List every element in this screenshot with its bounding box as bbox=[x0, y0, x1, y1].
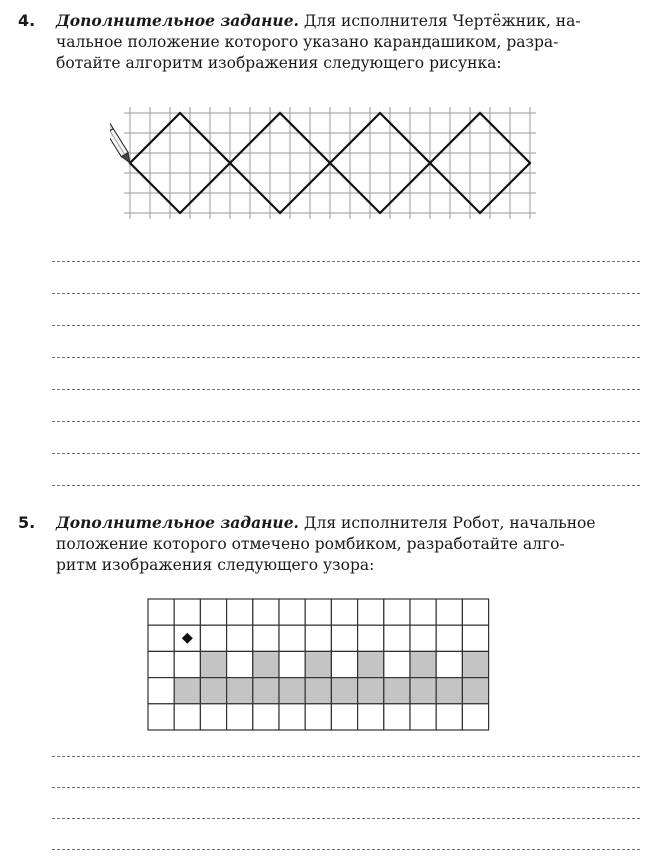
grid-cell bbox=[331, 704, 357, 730]
shaded-cell bbox=[436, 678, 462, 704]
grid-cell bbox=[148, 678, 174, 704]
grid-cell bbox=[253, 599, 279, 625]
grid-cell bbox=[305, 599, 331, 625]
grid-cell bbox=[253, 625, 279, 651]
grid-cell bbox=[436, 625, 462, 651]
grid-cell bbox=[174, 651, 200, 677]
grid-cell bbox=[462, 599, 488, 625]
shaded-cell bbox=[227, 678, 253, 704]
task-5-line-3: ритм изображения следующего узора: bbox=[56, 556, 375, 574]
grid-cell bbox=[174, 599, 200, 625]
task-5-line-1: Для исполнителя Робот, начальное bbox=[303, 514, 596, 532]
shaded-cell bbox=[358, 651, 384, 677]
grid-cell bbox=[227, 651, 253, 677]
robot-figure bbox=[146, 597, 492, 733]
grid-cell bbox=[436, 651, 462, 677]
task-5-text bbox=[18, 512, 638, 576]
shaded-cell bbox=[253, 678, 279, 704]
grid-cell bbox=[200, 704, 226, 730]
shaded-cell bbox=[462, 651, 488, 677]
task-4-line-2: чальное положение которого указано карандашиком, разра- bbox=[56, 33, 559, 51]
shaded-cell bbox=[174, 678, 200, 704]
shaded-cell bbox=[279, 678, 305, 704]
grid-cell bbox=[253, 704, 279, 730]
shaded-cell bbox=[410, 651, 436, 677]
drawer-figure bbox=[110, 102, 560, 224]
task-4-text bbox=[18, 10, 638, 74]
grid-cell bbox=[384, 625, 410, 651]
task-5-line-2: положение которого отмечено ромбиком, разработайте алго- bbox=[56, 535, 565, 553]
answer-line[interactable] bbox=[52, 293, 640, 294]
diamond-shape bbox=[430, 113, 530, 213]
shaded-cell bbox=[410, 678, 436, 704]
answer-line[interactable] bbox=[52, 421, 640, 422]
shaded-cell bbox=[200, 651, 226, 677]
answer-line[interactable] bbox=[52, 849, 640, 850]
grid-cell bbox=[331, 599, 357, 625]
shaded-cell bbox=[358, 678, 384, 704]
grid-cell bbox=[384, 651, 410, 677]
grid-cell bbox=[227, 599, 253, 625]
task-4-line-3: ботайте алгоритм изображения следующего рисунка: bbox=[56, 54, 502, 72]
shaded-cell bbox=[331, 678, 357, 704]
grid-cell bbox=[384, 599, 410, 625]
grid-cell bbox=[200, 625, 226, 651]
answer-line[interactable] bbox=[52, 357, 640, 358]
grid-cell bbox=[384, 704, 410, 730]
shaded-cell bbox=[200, 678, 226, 704]
grid-cell bbox=[305, 625, 331, 651]
shaded-cell bbox=[305, 678, 331, 704]
task-5-lead: Дополнительное задание. bbox=[56, 513, 299, 532]
task-4-lead: Дополнительное задание. bbox=[56, 11, 299, 30]
grid-cell bbox=[410, 599, 436, 625]
diamond-shape bbox=[330, 113, 430, 213]
shaded-cell bbox=[305, 651, 331, 677]
grid-cell bbox=[227, 625, 253, 651]
grid-cell bbox=[174, 704, 200, 730]
grid-cell bbox=[148, 625, 174, 651]
task-4-number: 4. bbox=[18, 11, 36, 30]
grid-cell bbox=[148, 599, 174, 625]
grid-cell bbox=[331, 625, 357, 651]
grid-cell bbox=[331, 651, 357, 677]
answer-line[interactable] bbox=[52, 818, 640, 819]
grid-cell bbox=[200, 599, 226, 625]
answer-line[interactable] bbox=[52, 453, 640, 454]
grid-cell bbox=[410, 625, 436, 651]
grid-cell bbox=[279, 704, 305, 730]
shaded-cell bbox=[253, 651, 279, 677]
shaded-cell bbox=[462, 678, 488, 704]
grid-cell bbox=[227, 704, 253, 730]
grid-cell bbox=[148, 704, 174, 730]
grid-cell bbox=[279, 651, 305, 677]
shaded-cell bbox=[384, 678, 410, 704]
answer-line[interactable] bbox=[52, 756, 640, 757]
grid-cell bbox=[358, 704, 384, 730]
answer-line[interactable] bbox=[52, 389, 640, 390]
answer-line[interactable] bbox=[52, 325, 640, 326]
task-4-line-1: Для исполнителя Чертёжник, на- bbox=[303, 12, 581, 30]
answer-line[interactable] bbox=[52, 261, 640, 262]
grid-cell bbox=[279, 625, 305, 651]
grid-cell bbox=[436, 704, 462, 730]
diamond-shape bbox=[230, 113, 330, 213]
grid-cell bbox=[462, 704, 488, 730]
grid-cell bbox=[436, 599, 462, 625]
grid-cell bbox=[148, 651, 174, 677]
grid-cell bbox=[358, 599, 384, 625]
grid-cell bbox=[462, 625, 488, 651]
answer-line[interactable] bbox=[52, 485, 640, 486]
answer-line[interactable] bbox=[52, 787, 640, 788]
grid-cell bbox=[358, 625, 384, 651]
diamond-shape bbox=[130, 113, 230, 213]
grid-cell bbox=[305, 704, 331, 730]
task-5-number: 5. bbox=[18, 513, 36, 532]
grid-cell bbox=[410, 704, 436, 730]
grid-cell bbox=[279, 599, 305, 625]
